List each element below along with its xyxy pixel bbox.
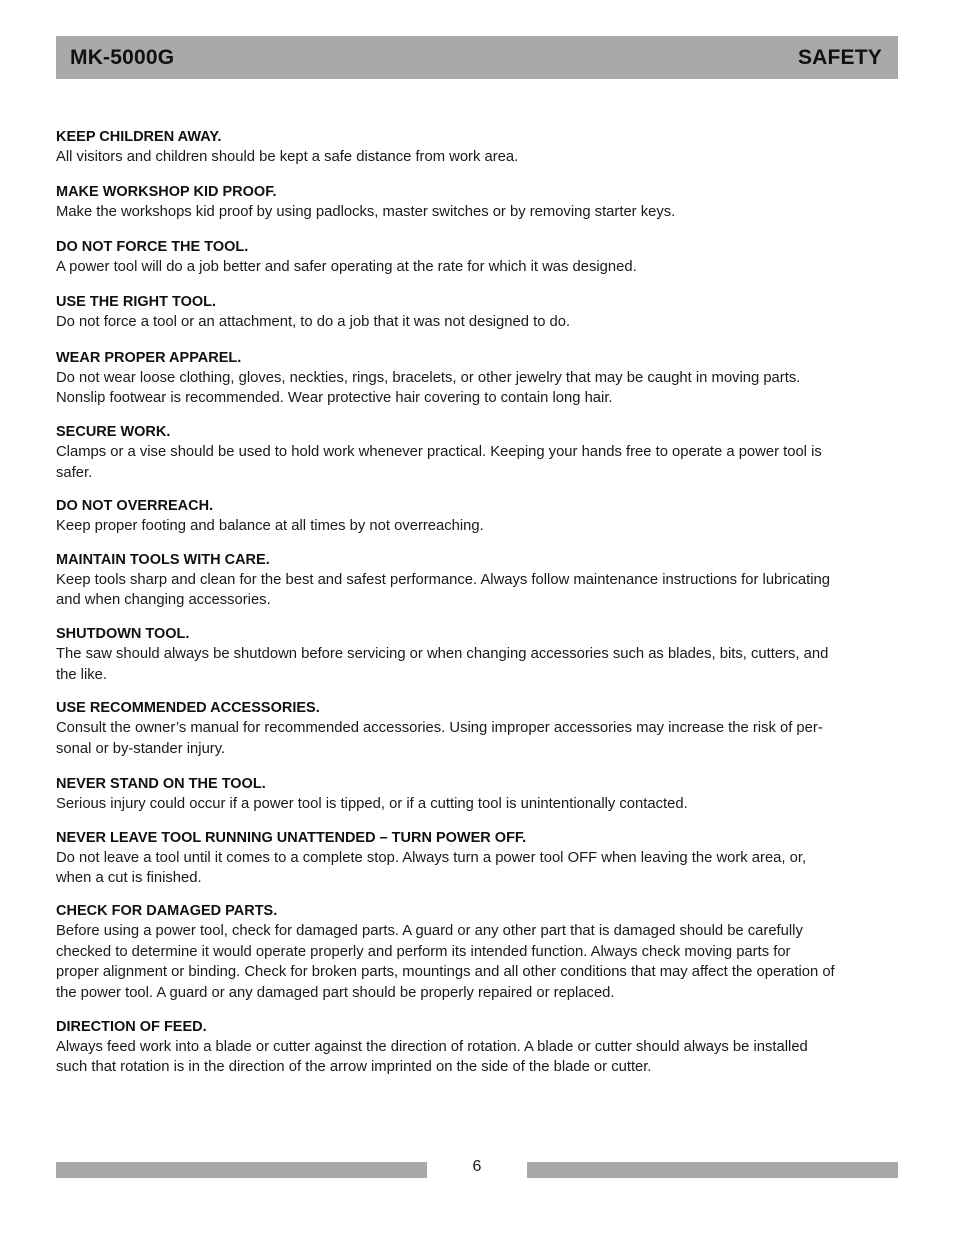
section-body-line: Clamps or a vise should be used to hold work whenever practical. Keeping your hands free to operate a power tool is (56, 444, 822, 461)
section-heading: USE THE RIGHT TOOL. (56, 294, 217, 311)
page-number: 6 (472, 1158, 482, 1175)
section-body-line: sonal or by-stander injury. (56, 740, 226, 757)
safety-content (56, 113, 888, 1078)
safety-section (56, 829, 888, 889)
footer-bar-left (56, 1162, 427, 1178)
safety-section (56, 497, 888, 536)
header-bar (56, 36, 898, 79)
section-body-line: such that rotation is in the direction of the arrow imprinted on the side of the blade or cutter. (56, 1059, 652, 1076)
section-body-line: Do not wear loose clothing, gloves, neckties, rings, bracelets, or other jewelry that may be caught in moving parts. (56, 369, 801, 386)
section-heading: NEVER LEAVE TOOL RUNNING UNATTENDED – TURN POWER OFF. (56, 829, 527, 846)
section-body-line: Make the workshops kid proof by using padlocks, master switches or by removing starter keys. (56, 204, 676, 221)
model-name: MK-5000G (70, 45, 175, 69)
section-heading: WEAR PROPER APPAREL. (56, 349, 242, 366)
safety-section (56, 349, 888, 409)
section-heading: KEEP CHILDREN AWAY. (56, 129, 222, 145)
safety-section (56, 293, 888, 332)
section-heading: NEVER STAND ON THE TOOL. (56, 776, 266, 793)
section-heading: MAKE WORKSHOP KID PROOF. (56, 184, 277, 201)
section-body-line: Consult the owner’s manual for recommended accessories. Using improper accessories may increase the risk of per- (56, 720, 823, 737)
safety-section (56, 551, 888, 611)
section-body-line: proper alignment or binding. Check for broken parts, mountings and all other conditions that may affect the operation of (56, 964, 835, 981)
section-body-line: All visitors and children should be kept a safe distance from work area. (56, 149, 519, 165)
section-heading: DO NOT OVERREACH. (56, 498, 214, 515)
section-body-line: the power tool. A guard or any damaged part should be properly repaired or replaced. (56, 984, 615, 1001)
section-body-line: and when changing accessories. (56, 592, 271, 609)
section-body-line: Do not leave a tool until it comes to a complete stop. Always turn a power tool OFF when leaving the work area, or, (56, 849, 807, 866)
section-body-line: Nonslip footwear is recommended. Wear protective hair covering to contain long hair. (56, 390, 613, 407)
section-heading: DIRECTION OF FEED. (56, 1018, 207, 1035)
safety-section (56, 423, 888, 483)
section-body-line: Serious injury could occur if a power tool is tipped, or if a cutting tool is unintentionally contacted. (56, 796, 688, 813)
section-body-line: Before using a power tool, check for damaged parts. A guard or any other part that is damaged should be carefully (56, 923, 803, 940)
safety-section (56, 625, 888, 685)
safety-section (56, 128, 888, 167)
section-body-line: The saw should always be shutdown before servicing or when changing accessories such as blades, bits, cutters, and (56, 646, 829, 663)
safety-section (56, 902, 888, 1003)
section-heading: SECURE WORK. (56, 424, 171, 441)
section-title: SAFETY (797, 45, 882, 69)
section-heading: DO NOT FORCE THE TOOL. (56, 238, 249, 255)
section-heading: CHECK FOR DAMAGED PARTS. (56, 903, 278, 920)
section-body-line: Always feed work into a blade or cutter against the direction of rotation. A blade or cutter should always be installed (56, 1038, 808, 1055)
safety-section (56, 238, 888, 277)
section-heading: SHUTDOWN TOOL. (56, 626, 190, 643)
section-body-line: safer. (56, 464, 93, 481)
safety-section (56, 775, 888, 814)
section-body-line: A power tool will do a job better and safer operating at the rate for which it was designed. (56, 258, 637, 275)
safety-section (56, 1018, 888, 1078)
section-body-line: Keep proper footing and balance at all times by not overreaching. (56, 518, 484, 535)
footer-bar-right (527, 1162, 898, 1178)
section-body-line: Keep tools sharp and clean for the best and safest performance. Always follow maintenance instructions for lubricating (56, 571, 830, 588)
section-heading: MAINTAIN TOOLS WITH CARE. (56, 551, 270, 568)
safety-section (56, 183, 888, 222)
section-heading: USE RECOMMENDED ACCESSORIES. (56, 700, 320, 717)
section-body-line: the like. (56, 666, 107, 683)
safety-section (56, 699, 888, 759)
section-body-line: when a cut is finished. (56, 869, 202, 886)
section-body-line: checked to determine it would operate properly and perform its intended function. Always check moving parts for (56, 943, 791, 960)
section-body-line: Do not force a tool or an attachment, to do a job that it was not designed to do. (56, 314, 571, 331)
